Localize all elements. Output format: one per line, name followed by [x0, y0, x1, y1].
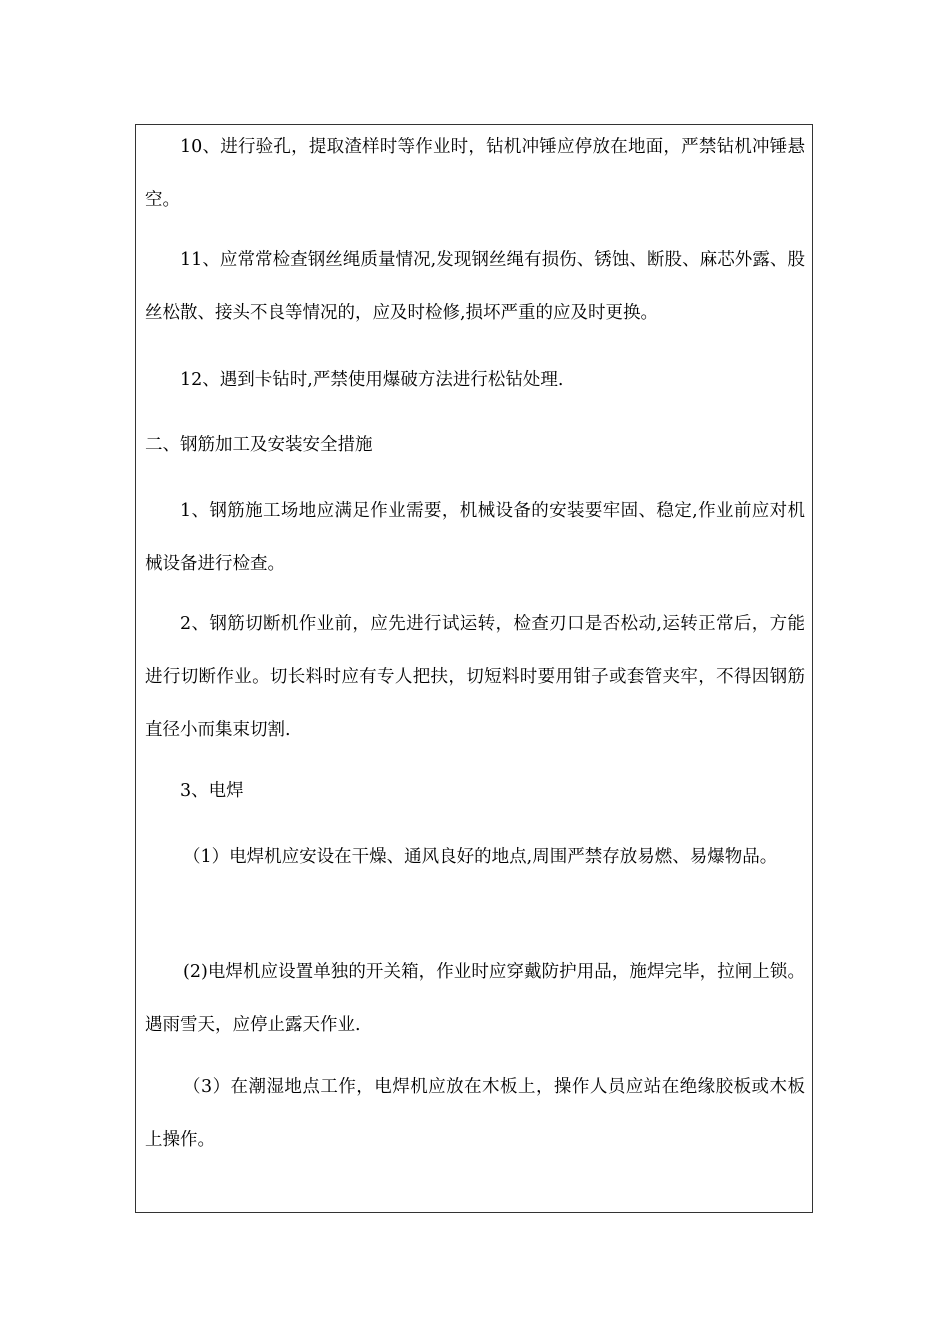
- paragraph-welding-3: （3）在潮湿地点工作，电焊机应放在木板上，操作人员应站在绝缘胶板或木板上操作。: [145, 1077, 805, 1150]
- paragraph-rebar-2: 2、钢筋切断机作业前，应先进行试运转，检查刃口是否松动,运转正常后，方能进行切断作业。切长料时应有专人把扶，切短料时要用钳子或套管夹牢，不得因钢筋直径小而集束切割.: [145, 614, 805, 740]
- paragraph-item-11: 11、应常常检查钢丝绳质量情况,发现钢丝绳有损伤、锈蚀、断股、麻芯外露、股丝松散、接头不良等情况的，应及时检修,损坏严重的应及时更换。: [145, 250, 805, 323]
- section-heading-rebar: 二、钢筋加工及安装安全措施: [145, 435, 373, 455]
- paragraph-item-10: 10、进行验孔，提取渣样时等作业时，钻机冲锤应停放在地面，严禁钻机冲锤悬空。: [145, 137, 805, 210]
- paragraph-welding-1: （1）电焊机应安设在干燥、通风良好的地点,周围严禁存放易燃、易爆物品。: [183, 847, 778, 867]
- paragraph-rebar-3: 3、电焊: [180, 781, 244, 801]
- paragraph-welding-2: (2)电焊机应设置单独的开关箱，作业时应穿戴防护用品，施焊完毕，拉闸上锁。遇雨雪天，应停止露天作业.: [145, 962, 805, 1035]
- paragraph-item-12: 12、遇到卡钻时,严禁使用爆破方法进行松钻处理.: [180, 370, 564, 390]
- paragraph-rebar-1: 1、钢筋施工场地应满足作业需要，机械设备的安装要牢固、稳定,作业前应对机械设备进行检查。: [145, 501, 805, 574]
